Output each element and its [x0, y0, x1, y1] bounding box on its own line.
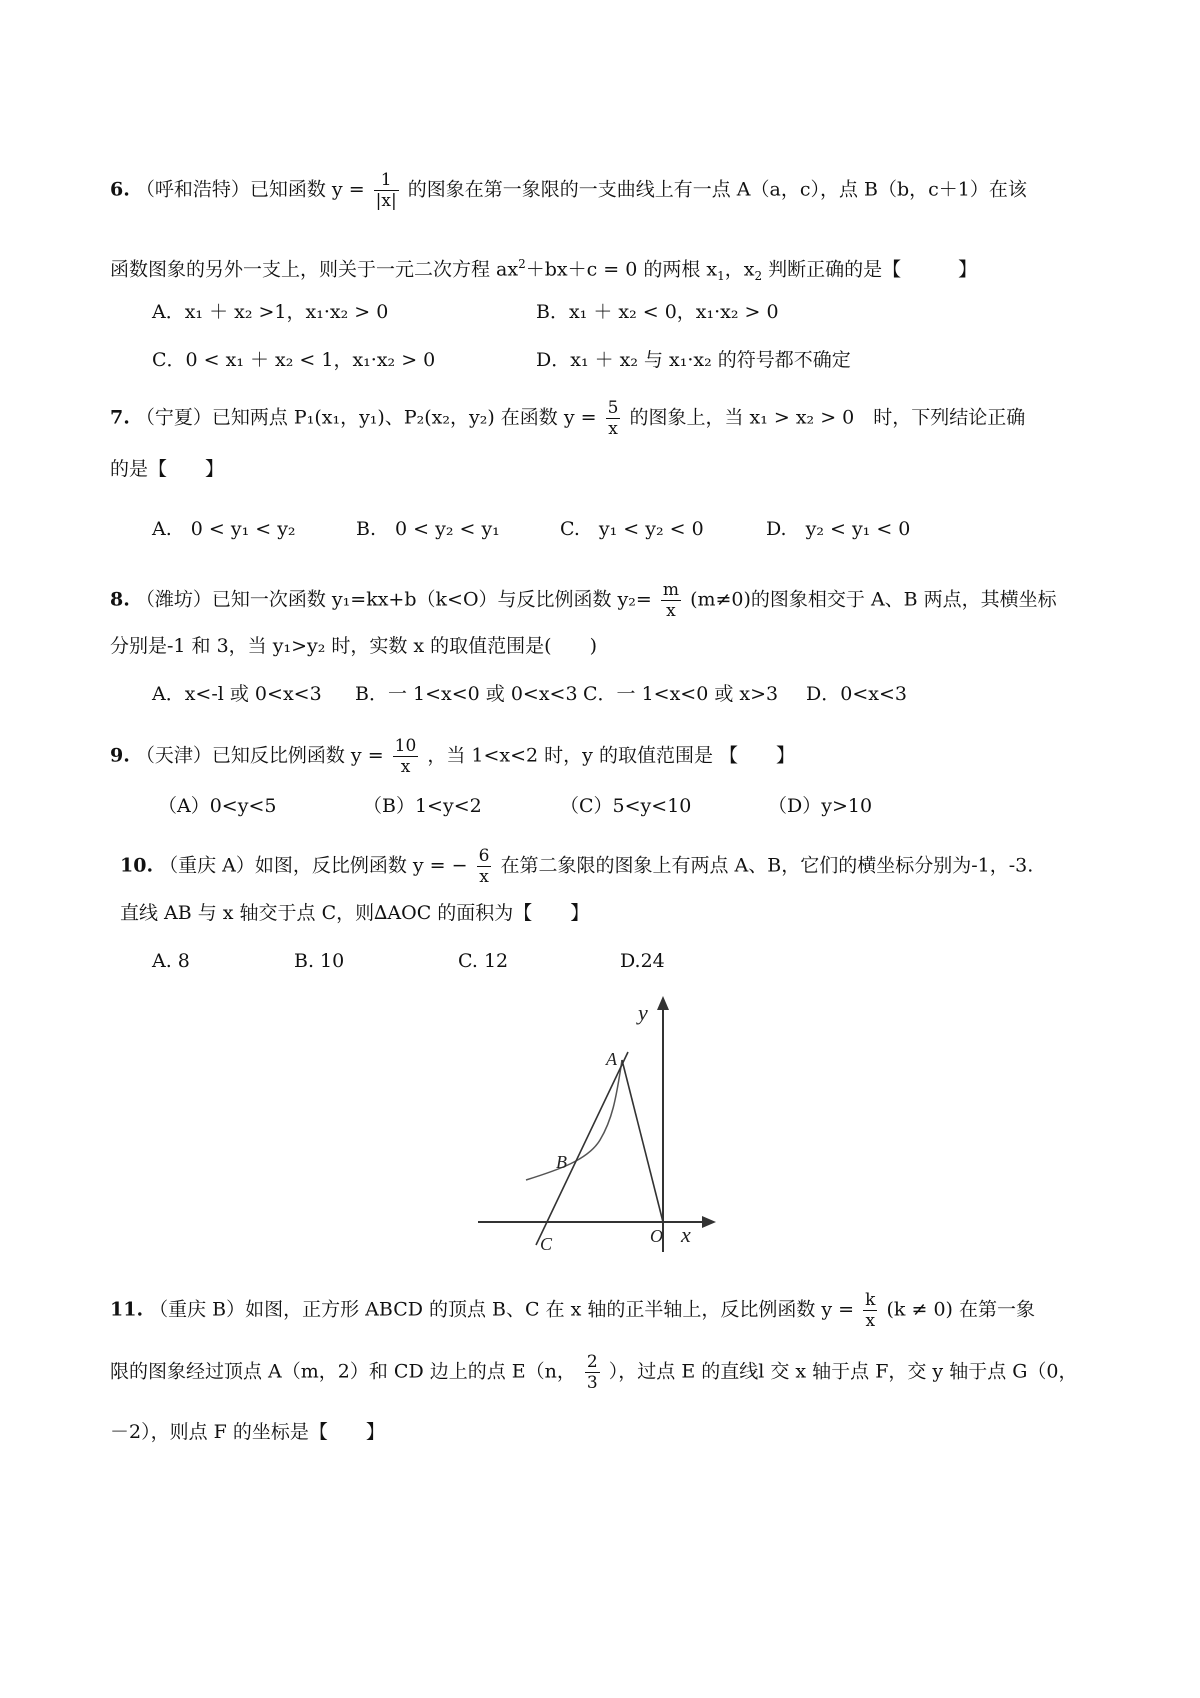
q10-line1-text-a: （重庆 A）如图，反比例函数 y = − — [159, 854, 468, 877]
q7-line2: 的是【 】 — [110, 458, 225, 480]
q7-line1-text-a: （宁夏）已知两点 P₁(x₁，y₁)、P₂(x₂，y₂) 在函数 y = — [135, 406, 597, 429]
q10-fraction-denominator: x — [477, 866, 492, 887]
q6-fraction — [374, 170, 399, 211]
q7-fraction-numerator: 5 — [607, 398, 619, 418]
q10-option-c[interactable]: C. 12 — [458, 950, 509, 972]
q7-line1-text-b: 的图象上，当 x₁ > x₂ > 0 时，下列结论正确 — [629, 406, 1026, 429]
q11-number: 11. — [110, 1298, 144, 1321]
q6-line2-text-b: ＋bx＋c = 0 的两根 x — [525, 258, 718, 281]
q7-option-b[interactable]: B. 0 < y₂ < y₁ — [356, 518, 500, 540]
q7-number: 7. — [110, 406, 130, 429]
q8-line1 — [110, 580, 1057, 621]
q6-line2-text-d: 判断正确的是【 】 — [762, 258, 978, 281]
y-axis-arrow — [657, 996, 669, 1010]
q10-line2: 直线 AB 与 x 轴交于点 C，则∆AOC 的面积为【 】 — [120, 902, 590, 924]
q11-fraction-2-numerator: 2 — [586, 1352, 598, 1372]
label-y: y — [638, 1000, 648, 1025]
q6-line1 — [110, 170, 1027, 211]
q10-option-b[interactable]: B. 10 — [294, 950, 345, 972]
q10-option-d[interactable]: D.24 — [620, 950, 665, 972]
label-b: B — [556, 1152, 567, 1172]
q11-fraction-denominator: x — [863, 1310, 877, 1331]
q11-line1 — [110, 1290, 1035, 1331]
q7-fraction — [606, 398, 621, 439]
q8-fraction — [661, 580, 681, 621]
x-axis-arrow — [702, 1216, 716, 1228]
q9-line1-text-b: ，当 1<x<2 时，y 的取值范围是 【 】 — [427, 744, 795, 767]
q9-fraction — [393, 736, 419, 777]
q6-option-d[interactable]: D．x₁ ＋ x₂ 与 x₁·x₂ 的符号都不确定 — [536, 349, 851, 371]
q9-option-a[interactable]: （A）0<y<5 — [158, 795, 277, 817]
q10-line1 — [120, 846, 1033, 887]
hyperbola-curve — [526, 1060, 622, 1180]
q8-fraction-numerator: m — [662, 580, 680, 600]
q11-line3: －2），则点 F 的坐标是【 】 — [110, 1421, 385, 1443]
segment-ao — [622, 1060, 663, 1222]
q9-option-d[interactable]: （D）y>10 — [768, 795, 873, 817]
q6-sub2: 2 — [754, 269, 763, 284]
q7-option-c[interactable]: C. y₁ < y₂ < 0 — [560, 518, 704, 540]
q8-fraction-denominator: x — [661, 600, 681, 621]
label-a: A — [606, 1049, 617, 1069]
q6-number: 6. — [110, 178, 130, 201]
q8-line1-text-a: （潍坊）已知一次函数 y₁=kx+b（k<O）与反比例函数 y₂= — [135, 588, 652, 611]
q6-line2-text-c: ，x — [724, 258, 755, 281]
q11-line2 — [110, 1352, 1078, 1393]
q6-exponent: 2 — [518, 257, 526, 271]
q11-line2-text-b: ），过点 E 的直线l 交 x 轴于点 F，交 y 轴于点 G（0， — [608, 1360, 1078, 1383]
q6-fraction-denominator: |x| — [375, 191, 397, 211]
q7-option-d[interactable]: D. y₂ < y₁ < 0 — [766, 518, 911, 540]
line-ab — [536, 1052, 628, 1245]
q8-number: 8. — [110, 588, 130, 611]
q8-option-d[interactable]: D．0<x<3 — [806, 683, 907, 705]
q11-line1-text-b: (k ≠ 0) 在第一象 — [886, 1298, 1035, 1321]
label-c: C — [540, 1234, 553, 1254]
q10-option-a[interactable]: A. 8 — [152, 950, 190, 972]
q7-fraction-denominator: x — [606, 418, 621, 439]
q10-figure — [478, 990, 728, 1260]
q9-number: 9. — [110, 744, 130, 767]
q6-fraction-numerator: 1 — [380, 170, 392, 190]
q11-line1-text-a: （重庆 B）如图，正方形 ABCD 的顶点 B、C 在 x 轴的正半轴上，反比例函数 y = — [149, 1298, 855, 1321]
q9-option-b[interactable]: （B）1<y<2 — [363, 795, 482, 817]
q9-line1 — [110, 736, 795, 777]
q11-fraction-2 — [585, 1352, 600, 1393]
q8-line1-text-b: (m≠0)的图象相交于 A、B 两点，其横坐标 — [690, 588, 1057, 611]
q7-line1 — [110, 398, 1025, 439]
q6-option-c[interactable]: C．0 < x₁ ＋ x₂ < 1，x₁·x₂ > 0 — [152, 349, 436, 371]
q10-line1-text-b: 在第二象限的图象上有两点 A、B，它们的横坐标分别为-1，-3. — [500, 854, 1034, 877]
q10-fraction-numerator: 6 — [478, 846, 490, 866]
q6-sub1: 1 — [717, 269, 725, 284]
q11-fraction-numerator: k — [865, 1290, 876, 1310]
q10-fraction — [477, 846, 492, 887]
q9-fraction-denominator: x — [393, 756, 419, 777]
label-x: x — [681, 1222, 691, 1247]
q8-option-b[interactable]: B．一 1<x<0 或 0<x<3 — [355, 683, 578, 705]
q11-fraction — [863, 1290, 877, 1331]
q6-option-b[interactable]: B．x₁ ＋ x₂ < 0，x₁·x₂ > 0 — [536, 301, 779, 323]
q7-option-a[interactable]: A. 0 < y₁ < y₂ — [152, 518, 296, 540]
q8-option-c[interactable]: C．一 1<x<0 或 x>3 — [583, 683, 779, 705]
q6-line2-text-a: 函数图象的另外一支上，则关于一元二次方程 ax — [110, 258, 519, 281]
q11-line2-text-a: 限的图象经过顶点 A（m，2）和 CD 边上的点 E（n， — [110, 1360, 576, 1383]
q6-option-a[interactable]: A．x₁ ＋ x₂ >1，x₁·x₂ > 0 — [152, 301, 389, 323]
q6-line1-text-b: 的图象在第一象限的一支曲线上有一点 A（a，c），点 B（b，c＋1）在该 — [407, 178, 1027, 201]
q11-fraction-2-denominator: 3 — [586, 1373, 598, 1393]
q10-number: 10. — [120, 854, 154, 877]
q9-line1-text-a: （天津）已知反比例函数 y = — [135, 744, 384, 767]
q9-option-c[interactable]: （C）5<y<10 — [560, 795, 692, 817]
q9-fraction-numerator: 10 — [394, 736, 417, 756]
q6-line1-text-a: （呼和浩特）已知函数 y = — [135, 178, 365, 201]
q6-line2 — [110, 250, 977, 290]
q8-option-a[interactable]: A．x<-l 或 0<x<3 — [152, 683, 322, 705]
label-o: O — [650, 1226, 663, 1246]
q8-line2: 分别是-1 和 3，当 y₁>y₂ 时，实数 x 的取值范围是( ) — [110, 635, 597, 657]
